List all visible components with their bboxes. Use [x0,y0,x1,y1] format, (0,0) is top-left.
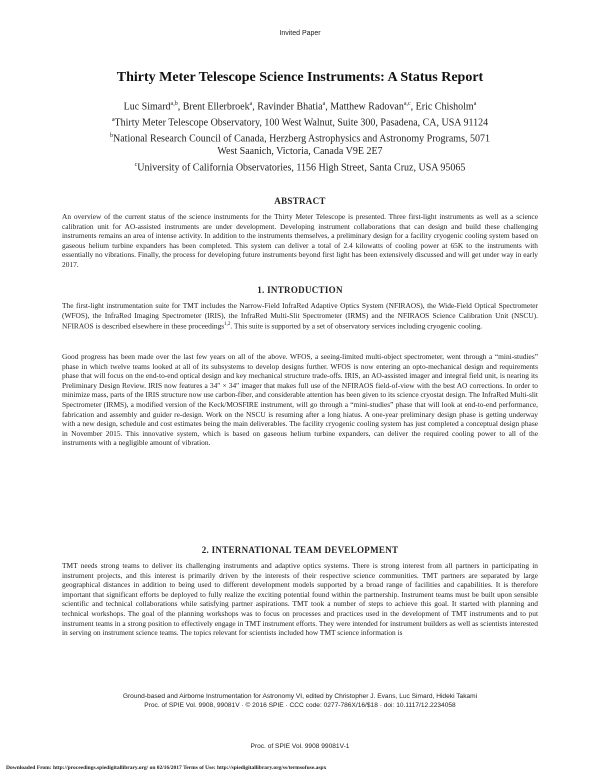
publication-line: Ground-based and Airborne Instrumentation for Astronomy VI, edited by Christopher J. Evans, Luc Simard, Hideki Takami [122,693,478,700]
author-affiliation-mark: a [249,101,253,107]
author-affiliation-mark: a,c [403,101,411,107]
publication-line: Proc. of SPIE Vol. 9908, 99081V · © 2016 SPIE · CCC code: 0277-786X/16/$18 · doi: 10.1117/12.2234058 [144,701,456,709]
author-list: Luc Simard$^{a,b}$, Brent Ellerbroek$^a$, Ravinder Bhatia$^a$, Matthew Radovan$^{a,c}$, Eric Chisholm$^a$ [123,101,477,113]
affiliation [0,114,600,130]
author-affiliation-mark: a,b [170,101,178,107]
team-paragraph-1: TMT needs strong teams to deliver its challenging instruments and adaptive optics systems. There is strong interest from all partners in participating in instrument projects, and this interest is primarily driven by the interests of their respective science communities. TMT partners are separated by large geographical distances in addition to being used to different development models supported by a broad range of facilities and capabilities. It is therefore important that significant efforts be deployed to fully realize the exciting potential found within the partnership. Instrument teams must be built upon sensible scientific and technical collaborations while satisfying partner aspirations. TMT took a number of steps to achieve this goal. It started with planning and technical workshops. The goal of the planning workshops was to focus on processes and practices used in the development of TMT instruments and to put instrument teams in a strong position to effectively engage in TMT instrument efforts. They were intended for instrument builders as well as scientists interested in serving on instrument science teams. The topics relevant for scientists included how TMT science information is [62,561,538,638]
author-affiliation-mark: a [322,101,326,107]
page-footer: Proc. of SPIE Vol. 9908 99081V-1 [250,743,350,750]
paper-title: Thirty Meter Telescope Science Instruments: A Status Report [116,70,484,85]
author: Matthew Radovan [330,101,404,113]
author: Ravinder Bhatia [257,101,323,113]
author: Luc Simard [123,101,171,113]
abstract-text: An overview of the current status of the science instruments for the Thirty Meter Telescope is presented. Three first-light instruments as well as a science calibration unit for AO-assisted instruments are under development. Developing instrument collaborations that can design and build these challenging instruments remains an area of intense activity. In addition to the instruments themselves, a preliminary design for a facility cryogenic cooling system based on gaseous helium turbine expanders has been completed. This system can deliver a total of 2.4 kilowatts of cooling power at 65K to the instruments with essentially no vibrations. Finally, the process for developing future instruments beyond first light has been extensively discussed and will get under way in early 2017. [62,212,538,269]
author: Brent Ellerbroek [182,101,250,113]
publication-footer [0,693,600,710]
author-affiliation-mark: a [473,101,477,107]
abstract-heading: ABSTRACT [274,196,326,206]
paragraph-text-continued: . This suite is supported by a set of observatory services including cryogenic cooling. [230,321,483,331]
affiliation-mark: b [110,132,114,139]
affiliation-text: West Saanich, Victoria, Canada V9E 2E7 [217,146,383,158]
section-heading-introduction: 1. INTRODUCTION [257,285,343,295]
author-block [0,98,600,175]
affiliation-text: National Research Council of Canada, Herzberg Astrophysics and Astronomy Programs, 5071 [113,132,490,144]
affiliation-mark: c [134,161,138,168]
affiliation-continued [0,145,600,159]
intro-paragraph-2: Good progress has been made over the last few years on all of the above. WFOS, a seeing-limited multi-object spectrometer, went through a “mini-studies” phase in which twelve teams looked at all of its subsystems to develop designs further. WFOS is now entering an opto-mechanical design and requirements phase that will focus on the end-to-end optical design and key mechanical structure trade-offs. IRIS, an AO-assisted imager and integral field unit, is nearing its Preliminary Design Review. IRIS now features a 34″ × 34″ imager that makes full use of the NFIRAOS field-of-view with the best AO corrections. In order to minimize mass, parts of the IRIS structure now use carbon-fiber, and considerable attention has been given to its science cryostat design. The InfraRed Multi-slit Spectrometer (IRMS), a modified version of the Keck/MOSFIRE instrument, will go through a “mini-studies” phase that will look at end-to-end performance, fabrication and assembly and guider re-design. Work on the NSCU is resuming after a long hiatus. A one-year preliminary design phase is getting underway with a new design, schedule and cost estimates being the main deliverables. The facility cryogenic cooling system has just completed a conceptual design phase in November 2015. This innovative system, which is based on gaseous helium turbine expanders, can deliver the required cooling power to all of the instruments with a negligible amount of vibration. [62,352,538,448]
affiliation [0,159,600,175]
citation-ref: 1,2 [224,322,231,328]
affiliation-text: University of California Observatories, 1156 High Street, Santa Cruz, USA 95065 [137,162,466,174]
paragraph-text: The first-light instrumentation suite for TMT includes the Narrow-Field InfraRed Adaptive Optics System (NFIRAOS), the Wide-Field Optical Spectrometer (WFOS), the InfraRed Imaging Spectrometer (IRIS), the InfraRed Multi-Slit Spectrometer (IRMS) and the NFIRAOS Science Calibration Unit (NSCU). NFIRAOS is described elsewhere in these proceedings [62,301,538,331]
intro-paragraph-1 [62,301,538,331]
download-notice: Downloaded From: http://proceedings.spiedigitallibrary.org/ on 02/16/2017 Terms of Use: http://spiedigitallibrary.org/ss/termsofuse.aspx [6,765,327,771]
section-heading-team-development: 2. INTERNATIONAL TEAM DEVELOPMENT [201,545,399,555]
affiliation-text: Thirty Meter Telescope Observatory, 100 West Walnut, Suite 300, Pasadena, CA, USA 91124 [114,117,489,129]
invited-paper-label: Invited Paper [279,30,321,37]
affiliation-mark: a [111,116,115,123]
affiliation [0,130,600,146]
author: Eric Chisholm [415,101,474,113]
